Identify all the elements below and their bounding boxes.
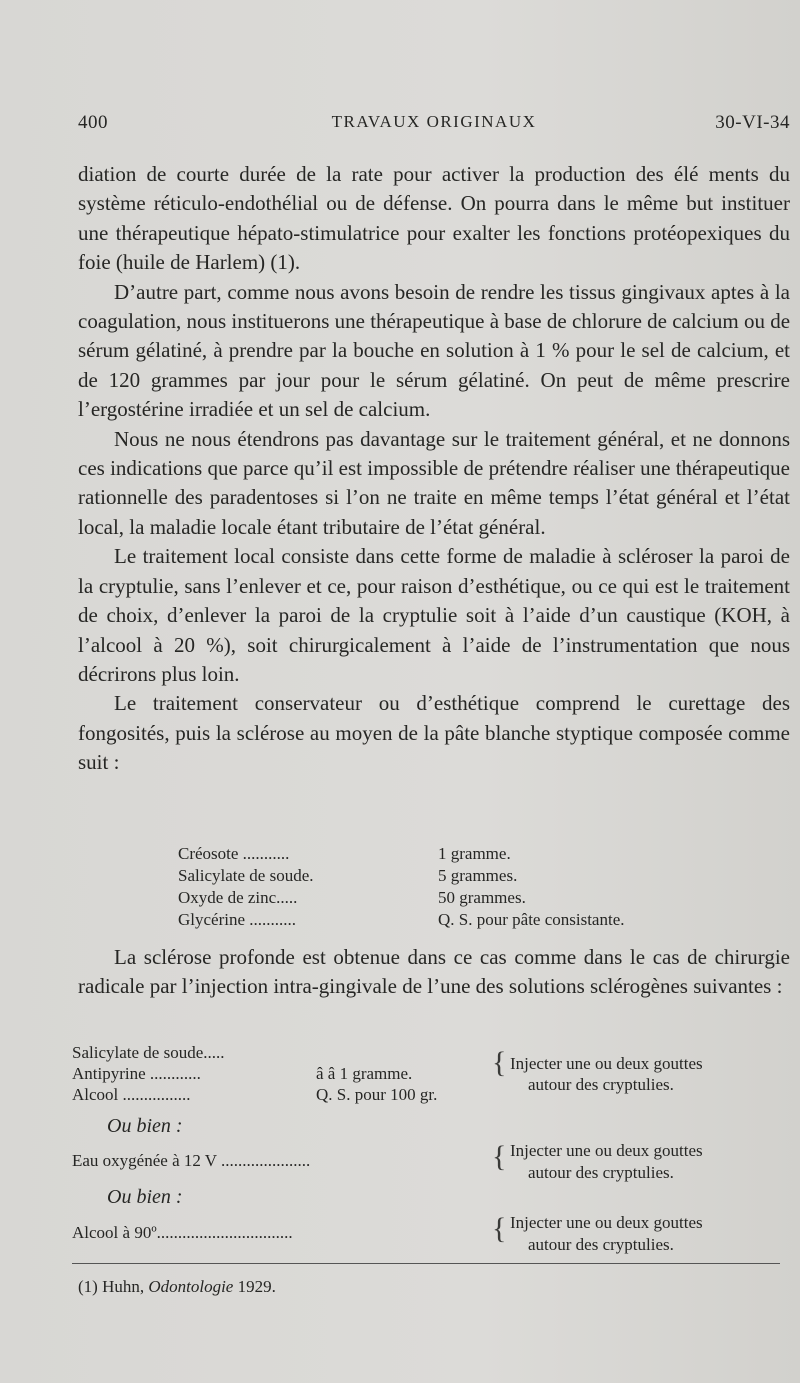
paragraph: La sclérose profonde est obtenue dans ce cas comme dans le cas de chirurgie radicale par l’injection intra-gingivale de l’une des solutions sclérogènes suivantes : xyxy=(78,945,790,999)
page-number: 400 xyxy=(78,112,108,133)
solution-formula-3 xyxy=(72,1212,792,1254)
formula-amount: â â 1 gramme. xyxy=(316,1064,413,1083)
running-title: TRAVAUX ORIGINAUX xyxy=(331,112,537,131)
formula-line xyxy=(72,1084,792,1105)
paragraph: Nous ne nous étendrons pas davantage sur le traitement général, et ne donnons ces indications que parce qu’il est impossible de prétendre réaliser une thérapeutique rationnelle des paradentoses si l’on ne traite en même temps l’état général et l’état local, la maladie locale étant tributaire de l’état général. xyxy=(78,426,790,539)
paste-recipe xyxy=(178,843,738,931)
footnote-year: 1929. xyxy=(237,1277,276,1296)
footnote xyxy=(78,1277,276,1297)
paragraph: diation de courte durée de la rate pour activer la production des élé ments du système réticulo-endothélial ou de défense. On pourra dans le même but instituer une thérapeutique hépato-stimulatrice pour exalter les fonctions protéopexiques du foie (huile de Harlem) (1). xyxy=(78,162,790,275)
curly-brace: { xyxy=(492,1212,507,1245)
formula-instruction: Injecter une ou deux gouttes xyxy=(510,1054,703,1073)
recipe-ingredient: Salicylate de soude. xyxy=(178,866,314,885)
ou-bien-label: Ou bien : xyxy=(107,1186,183,1208)
formula-instruction: autour des cryptulies. xyxy=(528,1163,674,1182)
recipe-quantity: 1 gramme. xyxy=(438,844,511,863)
curly-brace: { xyxy=(492,1046,507,1079)
formula-ingredient: Salicylate de soude..... xyxy=(72,1043,225,1062)
formula-ingredient: Antipyrine ............ xyxy=(72,1064,201,1083)
recipe-ingredient: Créosote ........... xyxy=(178,844,290,863)
recipe-row xyxy=(178,887,738,909)
formula-amount: Q. S. pour 100 gr. xyxy=(316,1085,438,1104)
footnote-marker: (1) Huhn, xyxy=(78,1277,145,1296)
recipe-quantity: 50 grammes. xyxy=(438,888,526,907)
solution-formula-1 xyxy=(72,1042,792,1105)
body-text xyxy=(78,160,790,778)
footnote-journal: Odontologie xyxy=(148,1277,234,1296)
body-text-continued xyxy=(78,943,790,1002)
recipe-row xyxy=(178,865,738,887)
paragraph: D’autre part, comme nous avons besoin de rendre les tissus gingivaux aptes à la coagulation, nous instituerons une thérapeutique à base de chlorure de calcium ou de sérum gélatiné, à prendre par la bouche en solution à 1 % pour le sel de calcium, et de 120 grammes par jour pour le sérum gélatiné. On peut de même prescrire l’ergostérine irradiée et un sel de calcium. xyxy=(78,279,791,422)
recipe-ingredient: Glycérine ........... xyxy=(178,910,297,929)
recipe-quantity: 5 grammes. xyxy=(438,866,518,885)
recipe-quantity: Q. S. pour pâte consistante. xyxy=(438,910,625,929)
formula-instruction: Injecter une ou deux gouttes xyxy=(510,1141,703,1160)
recipe-row xyxy=(178,843,738,865)
recipe-ingredient: Oxyde de zinc..... xyxy=(178,888,298,907)
recipe-row xyxy=(178,909,738,931)
running-header xyxy=(78,112,790,140)
ou-bien-label: Ou bien : xyxy=(107,1115,183,1137)
footnote-divider xyxy=(72,1263,780,1264)
formula-ingredient: Alcool ................ xyxy=(72,1085,191,1104)
solution-formula-2 xyxy=(72,1140,792,1182)
curly-brace: { xyxy=(492,1140,507,1173)
formula-instruction: autour des cryptulies. xyxy=(528,1075,674,1094)
header-date: 30-VI-34 xyxy=(715,112,790,133)
formula-ingredient: Eau oxygénée à 12 V ..................... xyxy=(72,1151,311,1170)
formula-ingredient: Alcool à 90º................................ xyxy=(72,1223,293,1242)
paragraph: Le traitement local consiste dans cette forme de maladie à scléroser la paroi de la cryptulie, sans l’enlever et ce, pour raison d’esthétique, ou ce qui est le traitement de choix, d’enlever la paroi de la cryptulie soit à l’aide d’un caustique (KOH, à l’alcool à 20 %), soit chirurgicalement à l’aide de l’instrumentation que nous décrirons plus loin. xyxy=(78,544,790,686)
paragraph: Le traitement conservateur ou d’esthétique comprend le curettage des fongosités, puis la sclérose au moyen de la pâte blanche styptique composée comme suit : xyxy=(78,691,790,775)
formula-instruction: Injecter une ou deux gouttes xyxy=(510,1213,703,1232)
formula-instruction: autour des cryptulies. xyxy=(528,1235,674,1254)
